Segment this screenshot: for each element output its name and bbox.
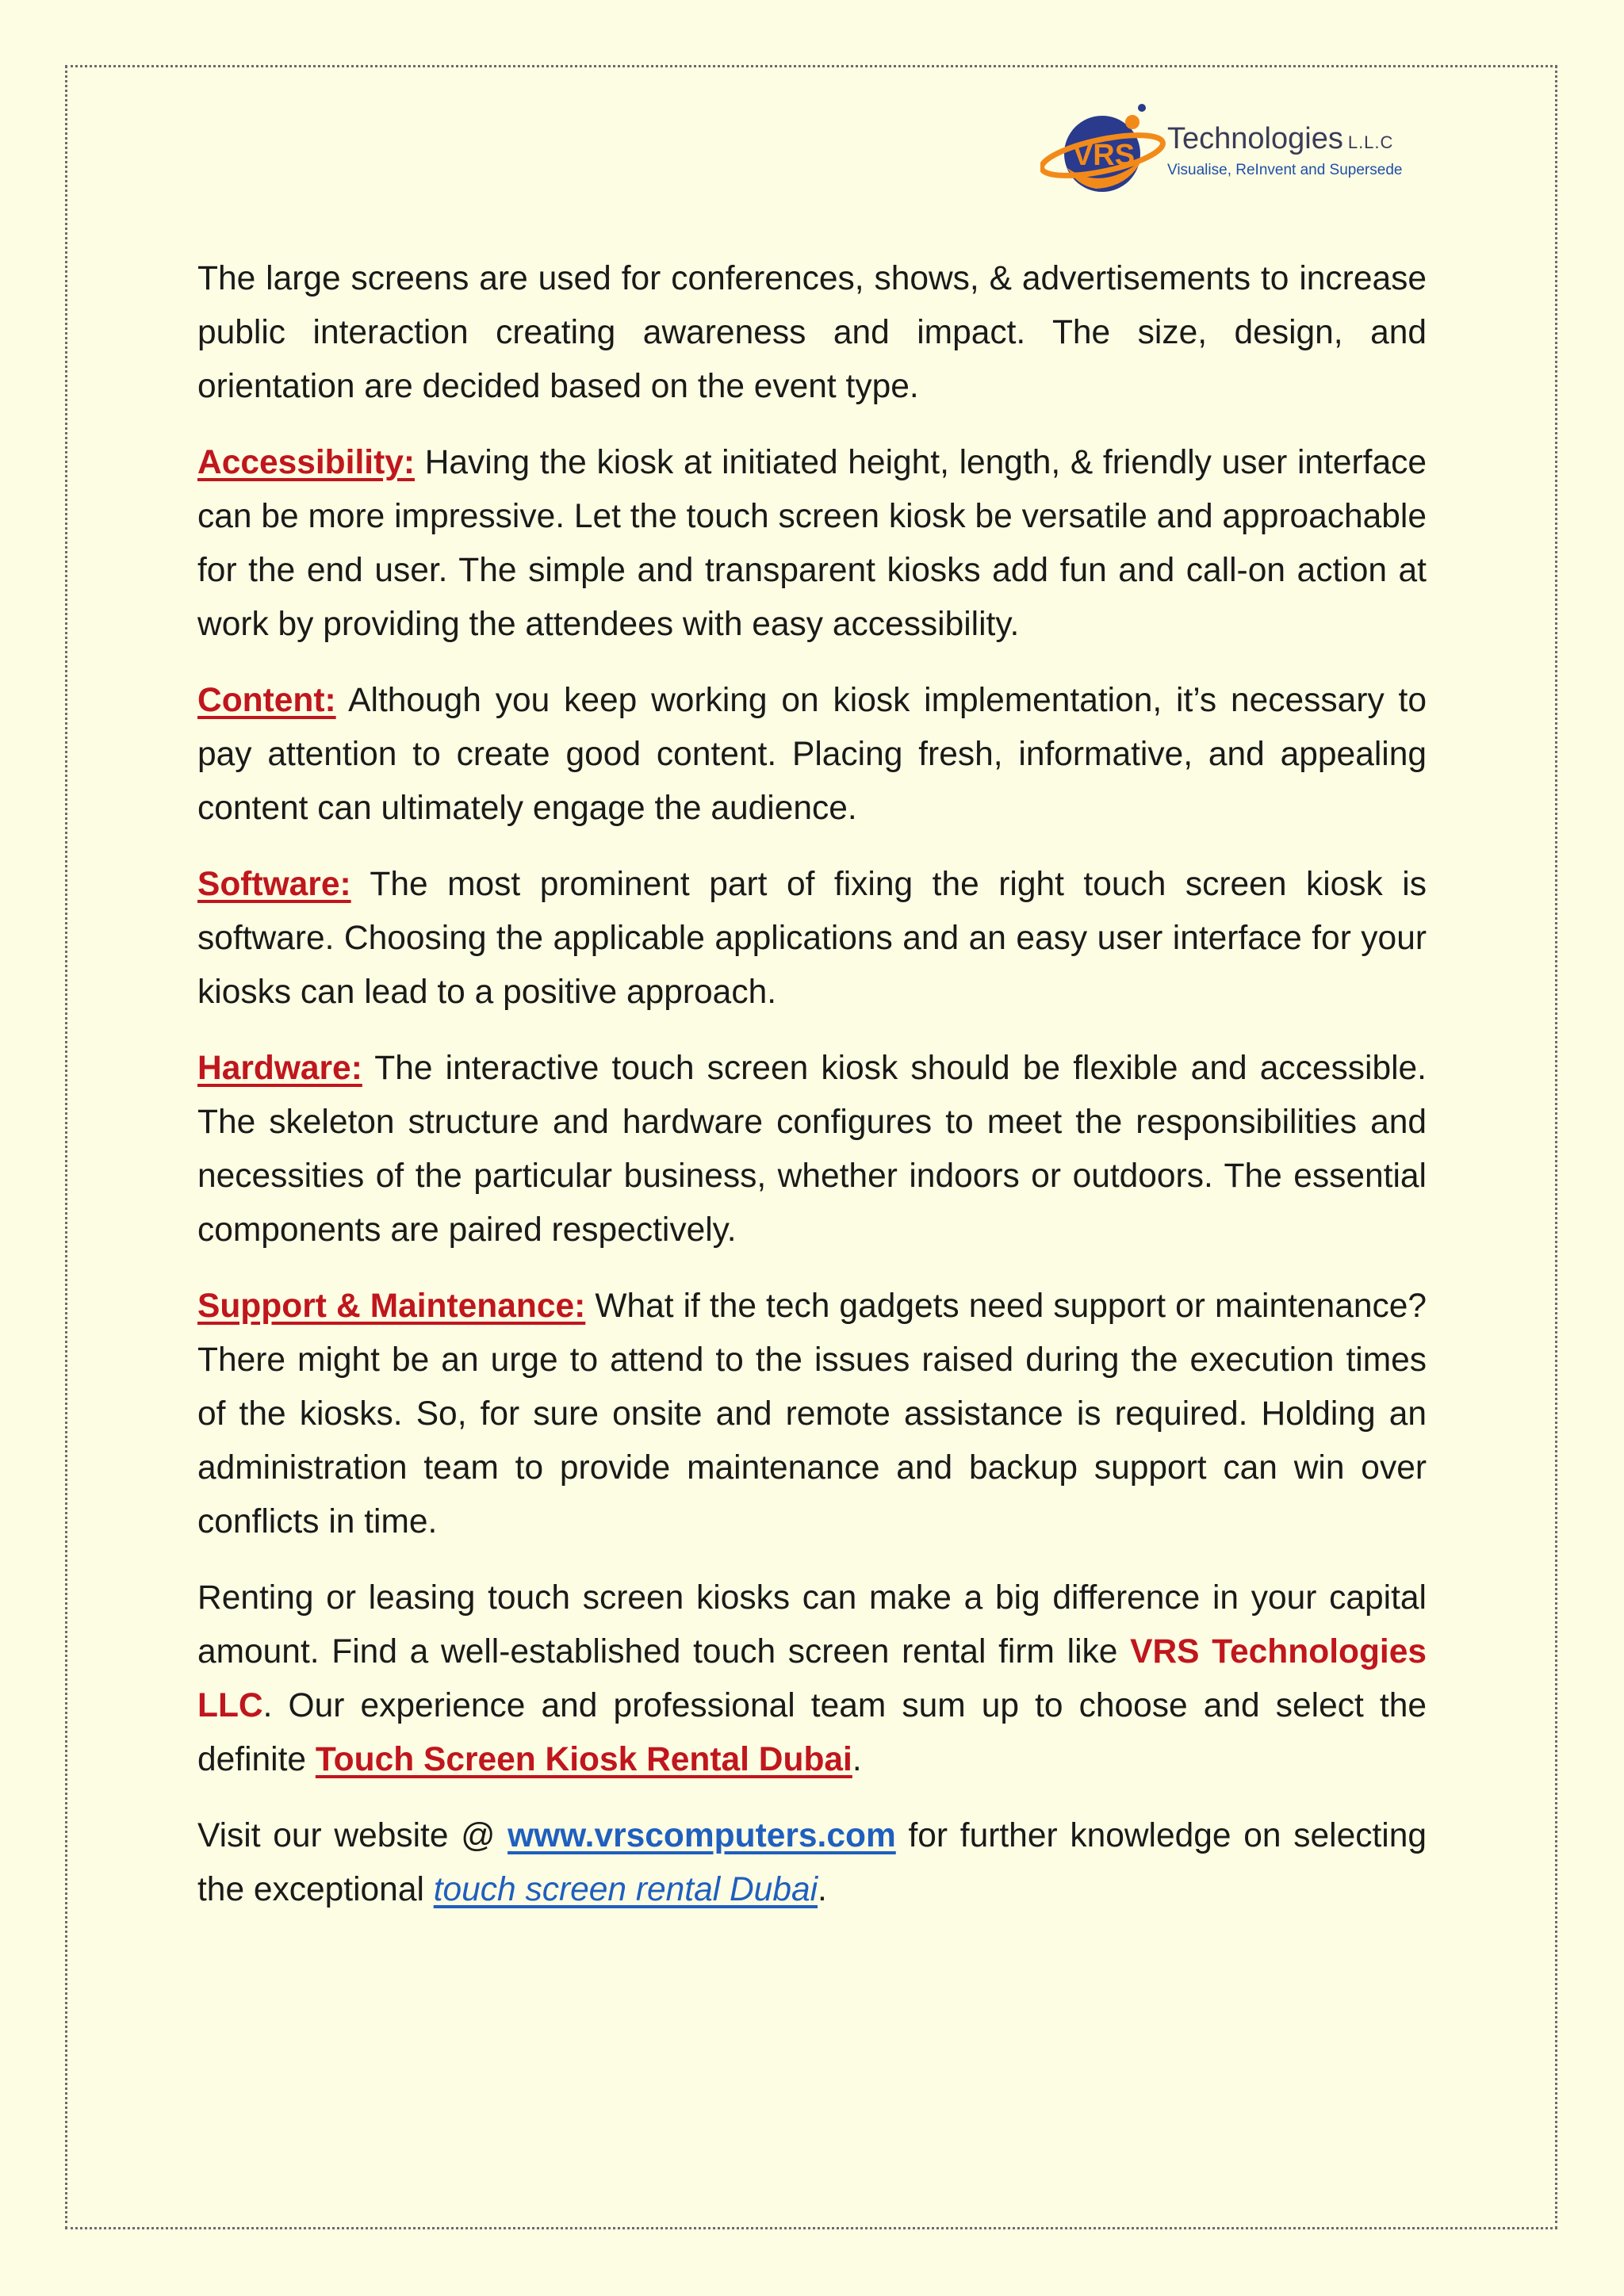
section-software [197, 858, 1427, 1020]
website-link[interactable]: www.vrscomputers.com [508, 1817, 896, 1854]
visit-text-3: . [818, 1871, 827, 1908]
section-heading: Support & Maintenance: [197, 1288, 586, 1325]
article-body [197, 252, 1427, 1939]
logo-tagline: Visualise, ReInvent and Supersede [1167, 162, 1403, 178]
intro-paragraph: The large screens are used for conferences, shows, & advertisements to increase public interaction creating awareness and impact. The size, design, and orientation are decided based on the event type. [197, 260, 1427, 405]
section-body: The most prominent part of fixing the right touch screen kiosk is software. Choosing the applicable applications and an easy user interface for your kiosks can lead to a positive approach. [197, 866, 1427, 1011]
company-logo [1040, 98, 1429, 206]
renting-text-3: . [852, 1741, 862, 1778]
renting-paragraph [197, 1571, 1427, 1787]
brand-name: VRS Technologies LLC [197, 1633, 1427, 1724]
section-body: What if the tech gadgets need support or maintenance? There might be an urge to attend to the issues raised during the execution times of the kiosks. So, for sure onsite and remote assistance is required. Holding an administration team to provide maintenance and backup support can win over conflicts in time. [197, 1288, 1427, 1540]
touch-screen-rental-link[interactable]: touch screen rental Dubai [433, 1871, 818, 1908]
visit-paragraph [197, 1809, 1427, 1917]
vrs-globe-icon [1040, 98, 1175, 206]
logo-mark: VRS [1072, 139, 1136, 172]
section-heading: Content: [197, 682, 336, 719]
logo-brand-name [1167, 122, 1393, 156]
visit-text-1: Visit our website @ [197, 1817, 508, 1854]
visit-text-2: for further knowledge on selecting the exceptional [197, 1817, 1427, 1908]
renting-text-2: . Our experience and professional team sum up to choose and select the definite [197, 1687, 1427, 1778]
logo-suffix: L.L.C [1347, 132, 1394, 152]
section-heading: Accessibility: [197, 444, 416, 481]
section-hardware [197, 1042, 1427, 1257]
section-heading: Hardware: [197, 1050, 362, 1087]
section-content [197, 674, 1427, 836]
section-heading: Software: [197, 866, 351, 903]
section-accessibility [197, 436, 1427, 652]
section-body: Although you keep working on kiosk implementation, it’s necessary to pay attention to create good content. Placing fresh, informative, and appealing content can ultimately engage the audience. [197, 682, 1427, 827]
renting-text-1: Renting or leasing touch screen kiosks can make a big difference in your capital amount. Find a well-established touch screen rental firm like [197, 1579, 1427, 1670]
section-body: The interactive touch screen kiosk should be flexible and accessible. The skeleton structure and hardware configures to meet the responsibilities and necessities of the particular business, whether indoors or outdoors. The essential components are paired respectively. [197, 1050, 1427, 1249]
kiosk-rental-link[interactable]: Touch Screen Kiosk Rental Dubai [315, 1741, 852, 1778]
section-support-maintenance [197, 1280, 1427, 1549]
section-body: Having the kiosk at initiated height, length, & friendly user interface can be more impressive. Let the touch screen kiosk be versatile and approachable for the end user. The simple and transparent kiosks add fun and call-on action at work by providing the attendees with easy accessibility. [197, 444, 1427, 643]
logo-brand-text: Technologies [1167, 122, 1343, 155]
